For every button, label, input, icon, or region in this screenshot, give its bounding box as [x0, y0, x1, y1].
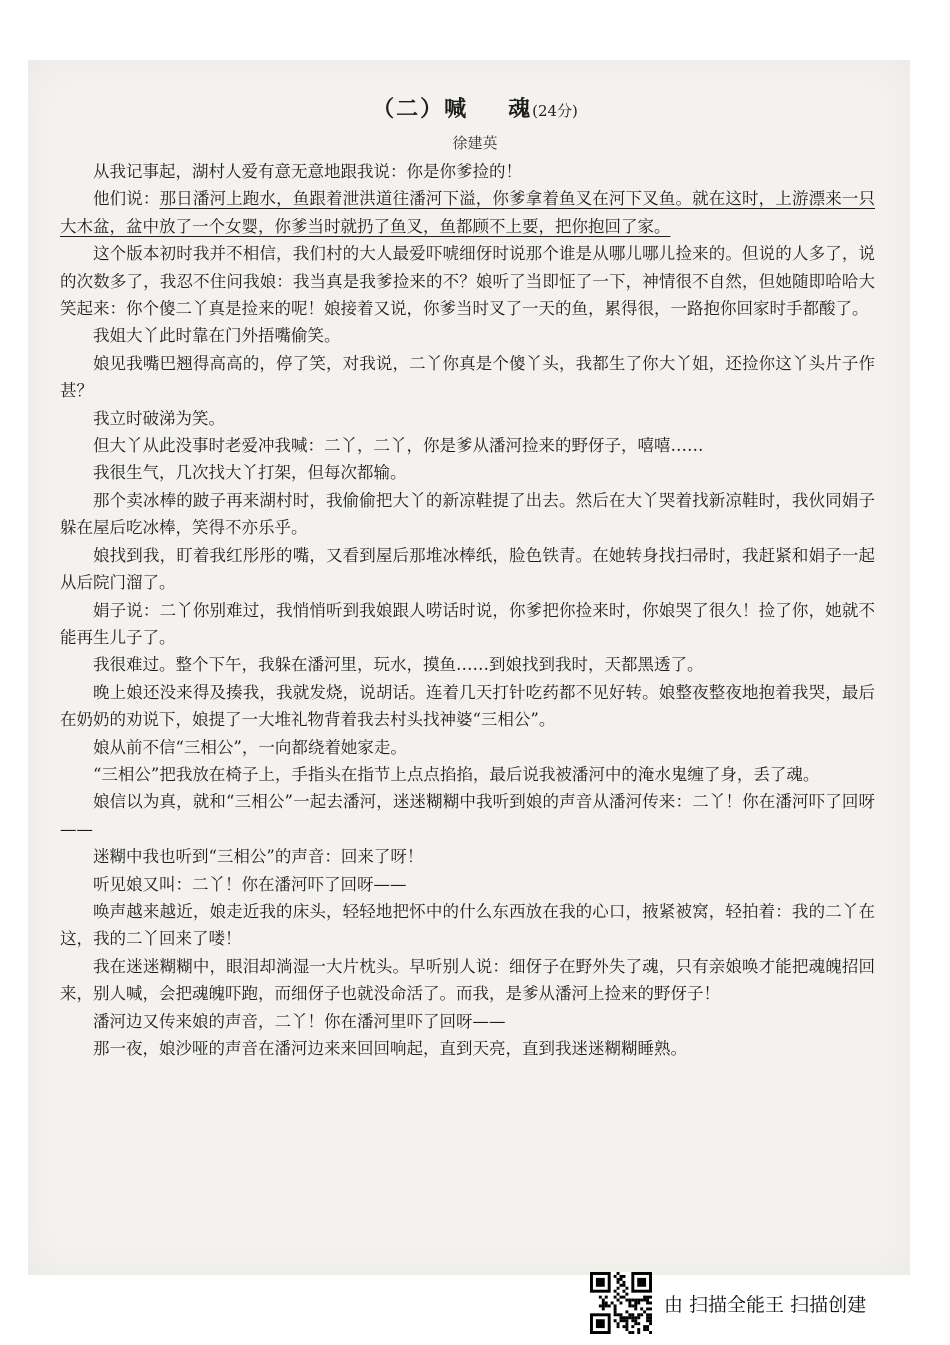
title-score: (24分) — [532, 102, 578, 120]
title-part2: 魂 — [508, 96, 533, 122]
paragraph-16: 娘信以为真，就和“三相公”一起去潘河，迷迷糊糊中我听到娘的声音从潘河传来：二丫！你在潘河吓了回呀—— — [60, 792, 875, 839]
qr-code-icon — [590, 1272, 652, 1334]
paragraph-6: 我立时破涕为笑。 — [93, 408, 225, 428]
title-part1: （二）喊 — [372, 96, 469, 122]
paragraph-2 — [60, 185, 875, 240]
paragraph-22: 那一夜，娘沙哑的声音在潘河边来来回回响起，直到天亮，直到我迷迷糊糊睡熟。 — [93, 1039, 687, 1058]
paragraph-9: 那个卖冰棒的跛子再来湖村时，我偷偷把大丫的新凉鞋提了出去。然后在大丫哭着找新凉鞋时，我伙同娟子躲在屋后吃冰棒，笑得不亦乐乎。 — [60, 490, 875, 538]
paragraph-5: 娘见我嘴巴翘得高高的，停了笑，对我说，二丫你真是个傻丫头，我都生了你大丫姐，还捡你这丫头片子作甚？ — [60, 353, 875, 401]
paragraph-4: 我姐大丫此时靠在门外捂嘴偷笑。 — [93, 326, 341, 346]
article-body — [60, 158, 875, 1062]
paragraph-15: “三相公”把我放在椅子上，手指头在指节上点点掐掐，最后说我被潘河中的淹水鬼缠了身，丢了魂。 — [93, 764, 820, 784]
paragraph-18: 听见娘又叫：二丫！你在潘河吓了回呀—— — [93, 874, 407, 894]
underlined-passage: 那日潘河上跑水，鱼跟着泄洪道往潘河下溢，你爹拿着鱼叉在河下叉鱼。就在这时，上游漂来一只大木盆，盆中放了一个女婴，你爹当时就扔了鱼叉，鱼都顾不上要，把你抱回了家。 — [60, 189, 876, 236]
paragraph-21: 潘河边又传来娘的声音，二丫！你在潘河里吓了回呀—— — [93, 1011, 506, 1031]
paragraph-19: 唤声越来越近，娘走近我的床头，轻轻地把怀中的什么东西放在我的心口，掖紧被窝，轻拍着：我的二丫在这，我的二丫回来了喽！ — [60, 901, 875, 949]
paragraph-12: 我很难过。整个下午，我躲在潘河里，玩水，摸鱼……到娘找到我时，天都黑透了。 — [93, 655, 704, 675]
author-name: 徐建英 — [452, 134, 498, 152]
paragraph-8: 我很生气，几次找大丫打架，但每次都输。 — [93, 463, 407, 483]
scanner-watermark-text: 由 扫描全能王 扫描创建 — [664, 1293, 867, 1316]
paragraph-10: 娘找到我，盯着我红彤彤的嘴，又看到屋后那堆冰棒纸，脸色铁青。在她转身找扫帚时，我赶紧和娟子一起从后院门溜了。 — [60, 545, 875, 593]
paragraph-14: 娘从前不信“三相公”，一向都绕着她家走。 — [93, 737, 407, 757]
paragraph-13: 晚上娘还没来得及揍我，我就发烧，说胡话。连着几天打针吃药都不见好转。娘整夜整夜地抱着我哭，最后在奶奶的劝说下，娘提了一大堆礼物背着我去村头找神婆“三相公”。 — [60, 682, 875, 730]
scanner-footer — [590, 1272, 866, 1334]
paragraph-17: 迷糊中我也听到“三相公”的声音：回来了呀！ — [93, 847, 424, 867]
page-title — [0, 92, 950, 123]
paragraph-7: 但大丫从此没事时老爱冲我喊：二丫，二丫，你是爹从潘河捡来的野伢子，嘻嘻…… — [93, 436, 704, 456]
paragraph-2-lead: 他们说： — [93, 189, 160, 209]
paragraph-1: 从我记事起，湖村人爱有意无意地跟我说：你是你爹捡的！ — [93, 162, 522, 181]
paragraph-3: 这个版本初时我并不相信，我们村的大人最爱吓唬细伢时说那个谁是从哪儿哪儿捡来的。但说的人多了，说的次数多了，我忍不住问我娘：我当真是我爹捡来的不？娘听了当即怔了一下，神情很不自然，但她随即哈哈大笑起来：你个傻二丫真是捡来的呢！娘接着又说，你爹当时叉了一天的鱼，累得很，一路抱你回家时手都酸了。 — [60, 244, 875, 319]
paragraph-11: 娟子说：二丫你别难过，我悄悄听到我娘跟人唠话时说，你爹把你捡来时，你娘哭了很久！捡了你，她就不能再生儿子了。 — [60, 600, 875, 647]
paragraph-20: 我在迷迷糊糊中，眼泪却淌湿一大片枕头。早听别人说：细伢子在野外失了魂，只有亲娘唤才能把魂魄招回来，别人喊，会把魂魄吓跑，而细伢子也就没命活了。而我，是爹从潘河上捡来的野伢子！ — [60, 956, 875, 1004]
